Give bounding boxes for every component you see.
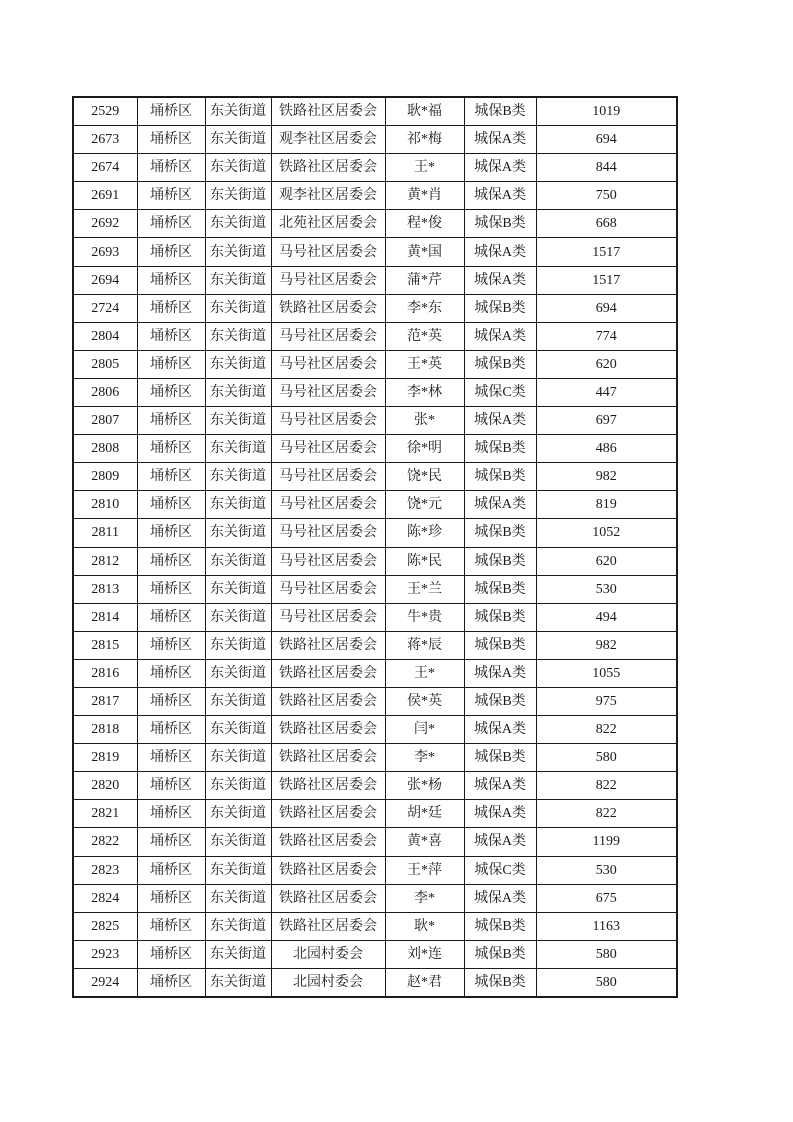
district-cell: 埇桥区 [137, 940, 205, 968]
table-row [73, 603, 677, 631]
serial-cell: 2693 [73, 238, 137, 266]
community-cell: 北园村委会 [271, 940, 385, 968]
serial-cell: 2816 [73, 659, 137, 687]
serial-cell: 2825 [73, 912, 137, 940]
category-cell: 城保A类 [464, 884, 536, 912]
name-cell: 耿*福 [385, 97, 464, 126]
amount-cell: 822 [536, 716, 677, 744]
community-cell: 马号社区居委会 [271, 322, 385, 350]
serial-cell: 2819 [73, 744, 137, 772]
category-cell: 城保B类 [464, 435, 536, 463]
name-cell: 赵*君 [385, 968, 464, 997]
category-cell: 城保B类 [464, 940, 536, 968]
amount-cell: 620 [536, 350, 677, 378]
district-cell: 埇桥区 [137, 856, 205, 884]
community-cell: 马号社区居委会 [271, 378, 385, 406]
name-cell: 饶*民 [385, 463, 464, 491]
category-cell: 城保A类 [464, 659, 536, 687]
category-cell: 城保A类 [464, 800, 536, 828]
serial-cell: 2691 [73, 182, 137, 210]
district-cell: 埇桥区 [137, 603, 205, 631]
name-cell: 刘*连 [385, 940, 464, 968]
table-row [73, 631, 677, 659]
amount-cell: 750 [536, 182, 677, 210]
district-cell: 埇桥区 [137, 884, 205, 912]
category-cell: 城保A类 [464, 266, 536, 294]
category-cell: 城保A类 [464, 182, 536, 210]
amount-cell: 822 [536, 800, 677, 828]
street-cell: 东关街道 [205, 800, 271, 828]
serial-cell: 2814 [73, 603, 137, 631]
table-row [73, 659, 677, 687]
street-cell: 东关街道 [205, 154, 271, 182]
name-cell: 李*东 [385, 294, 464, 322]
table-row [73, 378, 677, 406]
name-cell: 王* [385, 659, 464, 687]
community-cell: 观李社区居委会 [271, 126, 385, 154]
serial-cell: 2823 [73, 856, 137, 884]
table-row [73, 772, 677, 800]
amount-cell: 494 [536, 603, 677, 631]
serial-cell: 2923 [73, 940, 137, 968]
table-row [73, 519, 677, 547]
community-cell: 铁路社区居委会 [271, 294, 385, 322]
table-row [73, 435, 677, 463]
table-row [73, 210, 677, 238]
district-cell: 埇桥区 [137, 828, 205, 856]
community-cell: 马号社区居委会 [271, 603, 385, 631]
street-cell: 东关街道 [205, 631, 271, 659]
amount-cell: 620 [536, 547, 677, 575]
category-cell: 城保B类 [464, 97, 536, 126]
amount-cell: 580 [536, 940, 677, 968]
serial-cell: 2810 [73, 491, 137, 519]
table-row [73, 856, 677, 884]
district-cell: 埇桥区 [137, 687, 205, 715]
district-cell: 埇桥区 [137, 547, 205, 575]
serial-cell: 2724 [73, 294, 137, 322]
amount-cell: 668 [536, 210, 677, 238]
serial-cell: 2529 [73, 97, 137, 126]
table-row [73, 154, 677, 182]
street-cell: 东关街道 [205, 322, 271, 350]
street-cell: 东关街道 [205, 210, 271, 238]
district-cell: 埇桥区 [137, 378, 205, 406]
table-row [73, 126, 677, 154]
serial-cell: 2811 [73, 519, 137, 547]
serial-cell: 2694 [73, 266, 137, 294]
community-cell: 马号社区居委会 [271, 238, 385, 266]
table-row [73, 97, 677, 126]
name-cell: 饶*元 [385, 491, 464, 519]
serial-cell: 2820 [73, 772, 137, 800]
community-cell: 铁路社区居委会 [271, 912, 385, 940]
community-cell: 北苑社区居委会 [271, 210, 385, 238]
district-cell: 埇桥区 [137, 322, 205, 350]
serial-cell: 2824 [73, 884, 137, 912]
table-row [73, 266, 677, 294]
district-cell: 埇桥区 [137, 575, 205, 603]
serial-cell: 2812 [73, 547, 137, 575]
street-cell: 东关街道 [205, 912, 271, 940]
table-row [73, 884, 677, 912]
district-cell: 埇桥区 [137, 294, 205, 322]
serial-cell: 2692 [73, 210, 137, 238]
district-cell: 埇桥区 [137, 407, 205, 435]
community-cell: 铁路社区居委会 [271, 97, 385, 126]
community-cell: 马号社区居委会 [271, 491, 385, 519]
serial-cell: 2805 [73, 350, 137, 378]
table-row [73, 716, 677, 744]
category-cell: 城保A类 [464, 828, 536, 856]
community-cell: 马号社区居委会 [271, 519, 385, 547]
table-row [73, 940, 677, 968]
amount-cell: 675 [536, 884, 677, 912]
district-cell: 埇桥区 [137, 631, 205, 659]
name-cell: 蒋*辰 [385, 631, 464, 659]
district-cell: 埇桥区 [137, 210, 205, 238]
street-cell: 东关街道 [205, 716, 271, 744]
district-cell: 埇桥区 [137, 266, 205, 294]
amount-cell: 486 [536, 435, 677, 463]
serial-cell: 2813 [73, 575, 137, 603]
serial-cell: 2673 [73, 126, 137, 154]
community-cell: 马号社区居委会 [271, 407, 385, 435]
category-cell: 城保B类 [464, 687, 536, 715]
category-cell: 城保A类 [464, 154, 536, 182]
category-cell: 城保B类 [464, 912, 536, 940]
amount-cell: 1052 [536, 519, 677, 547]
category-cell: 城保A类 [464, 322, 536, 350]
street-cell: 东关街道 [205, 266, 271, 294]
community-cell: 铁路社区居委会 [271, 154, 385, 182]
street-cell: 东关街道 [205, 491, 271, 519]
table-row [73, 968, 677, 997]
community-cell: 马号社区居委会 [271, 350, 385, 378]
amount-cell: 530 [536, 856, 677, 884]
amount-cell: 1019 [536, 97, 677, 126]
street-cell: 东关街道 [205, 350, 271, 378]
name-cell: 蒲*芹 [385, 266, 464, 294]
serial-cell: 2817 [73, 687, 137, 715]
amount-cell: 982 [536, 631, 677, 659]
street-cell: 东关街道 [205, 603, 271, 631]
district-cell: 埇桥区 [137, 716, 205, 744]
table-row [73, 547, 677, 575]
amount-cell: 1517 [536, 238, 677, 266]
table-body [73, 97, 677, 997]
amount-cell: 1517 [536, 266, 677, 294]
community-cell: 北园村委会 [271, 968, 385, 997]
community-cell: 铁路社区居委会 [271, 631, 385, 659]
district-cell: 埇桥区 [137, 772, 205, 800]
name-cell: 陈*民 [385, 547, 464, 575]
name-cell: 侯*英 [385, 687, 464, 715]
amount-cell: 697 [536, 407, 677, 435]
table-row [73, 491, 677, 519]
amount-cell: 1055 [536, 659, 677, 687]
street-cell: 东关街道 [205, 884, 271, 912]
category-cell: 城保C类 [464, 378, 536, 406]
category-cell: 城保B类 [464, 631, 536, 659]
district-cell: 埇桥区 [137, 491, 205, 519]
table-row [73, 800, 677, 828]
community-cell: 马号社区居委会 [271, 266, 385, 294]
amount-cell: 694 [536, 294, 677, 322]
category-cell: 城保A类 [464, 772, 536, 800]
category-cell: 城保B类 [464, 294, 536, 322]
community-cell: 铁路社区居委会 [271, 828, 385, 856]
amount-cell: 1163 [536, 912, 677, 940]
name-cell: 黄*喜 [385, 828, 464, 856]
district-cell: 埇桥区 [137, 97, 205, 126]
district-cell: 埇桥区 [137, 519, 205, 547]
community-cell: 铁路社区居委会 [271, 687, 385, 715]
district-cell: 埇桥区 [137, 659, 205, 687]
table-row [73, 744, 677, 772]
amount-cell: 580 [536, 744, 677, 772]
name-cell: 王*兰 [385, 575, 464, 603]
district-cell: 埇桥区 [137, 350, 205, 378]
community-cell: 铁路社区居委会 [271, 800, 385, 828]
street-cell: 东关街道 [205, 772, 271, 800]
community-cell: 铁路社区居委会 [271, 772, 385, 800]
street-cell: 东关街道 [205, 519, 271, 547]
district-cell: 埇桥区 [137, 744, 205, 772]
serial-cell: 2818 [73, 716, 137, 744]
table-row [73, 350, 677, 378]
category-cell: 城保A类 [464, 407, 536, 435]
name-cell: 徐*明 [385, 435, 464, 463]
table-row [73, 575, 677, 603]
district-cell: 埇桥区 [137, 182, 205, 210]
category-cell: 城保B类 [464, 210, 536, 238]
serial-cell: 2804 [73, 322, 137, 350]
name-cell: 范*英 [385, 322, 464, 350]
name-cell: 王*英 [385, 350, 464, 378]
community-cell: 铁路社区居委会 [271, 744, 385, 772]
street-cell: 东关街道 [205, 294, 271, 322]
amount-cell: 819 [536, 491, 677, 519]
name-cell: 耿* [385, 912, 464, 940]
serial-cell: 2674 [73, 154, 137, 182]
street-cell: 东关街道 [205, 435, 271, 463]
name-cell: 李* [385, 744, 464, 772]
table-row [73, 322, 677, 350]
table-row [73, 912, 677, 940]
category-cell: 城保B类 [464, 350, 536, 378]
serial-cell: 2809 [73, 463, 137, 491]
amount-cell: 580 [536, 968, 677, 997]
amount-cell: 530 [536, 575, 677, 603]
table-row [73, 238, 677, 266]
name-cell: 张* [385, 407, 464, 435]
name-cell: 王*萍 [385, 856, 464, 884]
name-cell: 陈*珍 [385, 519, 464, 547]
category-cell: 城保A类 [464, 126, 536, 154]
serial-cell: 2924 [73, 968, 137, 997]
community-cell: 马号社区居委会 [271, 547, 385, 575]
amount-cell: 694 [536, 126, 677, 154]
table-row [73, 407, 677, 435]
district-cell: 埇桥区 [137, 912, 205, 940]
district-cell: 埇桥区 [137, 800, 205, 828]
name-cell: 程*俊 [385, 210, 464, 238]
community-cell: 观李社区居委会 [271, 182, 385, 210]
community-cell: 铁路社区居委会 [271, 716, 385, 744]
street-cell: 东关街道 [205, 575, 271, 603]
category-cell: 城保B类 [464, 603, 536, 631]
category-cell: 城保A类 [464, 238, 536, 266]
name-cell: 胡*廷 [385, 800, 464, 828]
street-cell: 东关街道 [205, 744, 271, 772]
street-cell: 东关街道 [205, 828, 271, 856]
name-cell: 闫* [385, 716, 464, 744]
amount-cell: 1199 [536, 828, 677, 856]
benefit-roster-table [72, 96, 678, 998]
serial-cell: 2815 [73, 631, 137, 659]
amount-cell: 822 [536, 772, 677, 800]
name-cell: 王* [385, 154, 464, 182]
district-cell: 埇桥区 [137, 968, 205, 997]
street-cell: 东关街道 [205, 126, 271, 154]
district-cell: 埇桥区 [137, 238, 205, 266]
street-cell: 东关街道 [205, 968, 271, 997]
name-cell: 黄*肖 [385, 182, 464, 210]
serial-cell: 2808 [73, 435, 137, 463]
amount-cell: 982 [536, 463, 677, 491]
table-row [73, 463, 677, 491]
amount-cell: 844 [536, 154, 677, 182]
serial-cell: 2806 [73, 378, 137, 406]
amount-cell: 447 [536, 378, 677, 406]
district-cell: 埇桥区 [137, 463, 205, 491]
district-cell: 埇桥区 [137, 154, 205, 182]
street-cell: 东关街道 [205, 940, 271, 968]
street-cell: 东关街道 [205, 687, 271, 715]
street-cell: 东关街道 [205, 378, 271, 406]
community-cell: 铁路社区居委会 [271, 884, 385, 912]
serial-cell: 2822 [73, 828, 137, 856]
community-cell: 铁路社区居委会 [271, 856, 385, 884]
street-cell: 东关街道 [205, 856, 271, 884]
district-cell: 埇桥区 [137, 435, 205, 463]
community-cell: 马号社区居委会 [271, 463, 385, 491]
street-cell: 东关街道 [205, 97, 271, 126]
street-cell: 东关街道 [205, 463, 271, 491]
street-cell: 东关街道 [205, 659, 271, 687]
category-cell: 城保B类 [464, 519, 536, 547]
category-cell: 城保B类 [464, 547, 536, 575]
street-cell: 东关街道 [205, 407, 271, 435]
category-cell: 城保B类 [464, 968, 536, 997]
table-row [73, 182, 677, 210]
name-cell: 牛*贵 [385, 603, 464, 631]
table-row [73, 687, 677, 715]
serial-cell: 2821 [73, 800, 137, 828]
table-row [73, 828, 677, 856]
name-cell: 祁*梅 [385, 126, 464, 154]
street-cell: 东关街道 [205, 547, 271, 575]
community-cell: 马号社区居委会 [271, 575, 385, 603]
district-cell: 埇桥区 [137, 126, 205, 154]
community-cell: 铁路社区居委会 [271, 659, 385, 687]
category-cell: 城保A类 [464, 491, 536, 519]
street-cell: 东关街道 [205, 182, 271, 210]
name-cell: 张*杨 [385, 772, 464, 800]
category-cell: 城保A类 [464, 716, 536, 744]
name-cell: 黄*国 [385, 238, 464, 266]
name-cell: 李* [385, 884, 464, 912]
serial-cell: 2807 [73, 407, 137, 435]
name-cell: 李*林 [385, 378, 464, 406]
category-cell: 城保B类 [464, 744, 536, 772]
amount-cell: 975 [536, 687, 677, 715]
community-cell: 马号社区居委会 [271, 435, 385, 463]
category-cell: 城保B类 [464, 575, 536, 603]
street-cell: 东关街道 [205, 238, 271, 266]
category-cell: 城保B类 [464, 463, 536, 491]
table-row [73, 294, 677, 322]
category-cell: 城保C类 [464, 856, 536, 884]
amount-cell: 774 [536, 322, 677, 350]
